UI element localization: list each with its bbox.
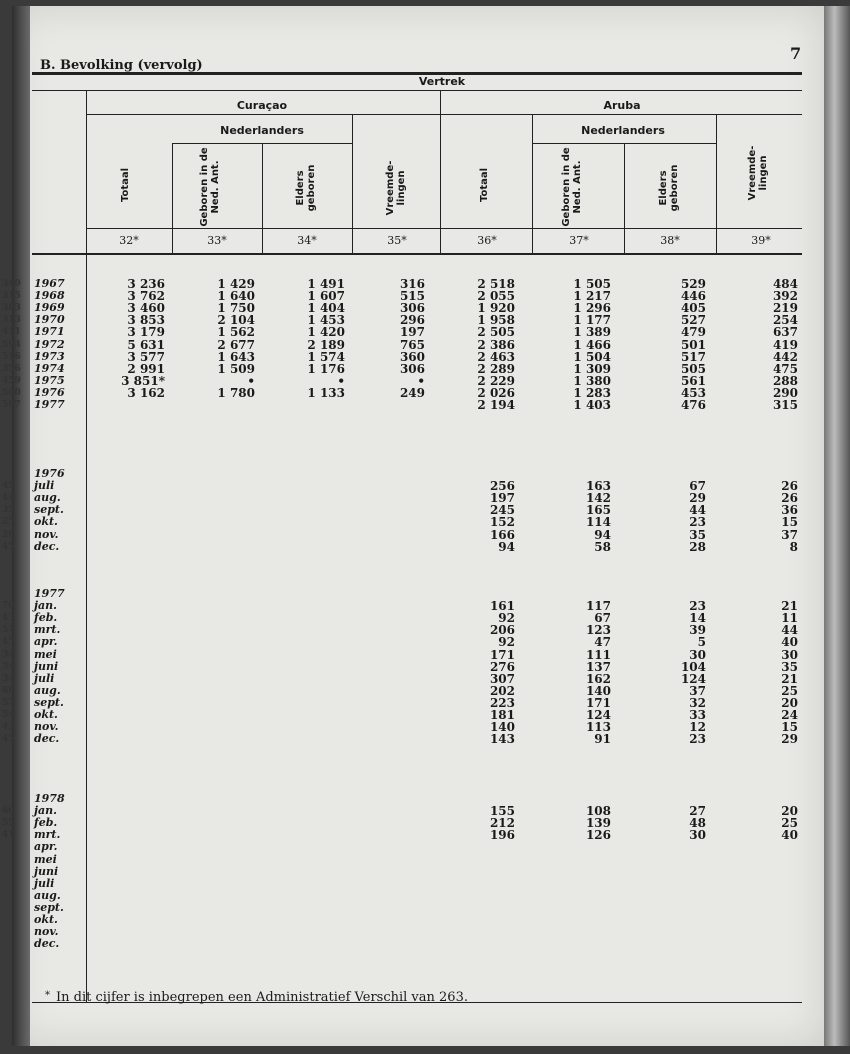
stub-label: 1969 (34, 301, 65, 315)
table-cell: 3 236 (127, 277, 165, 291)
stub-label: 1978 (34, 792, 65, 805)
stub-label: juli (34, 876, 55, 890)
table-cell: 219 (772, 301, 798, 316)
table-cell: 44 (781, 623, 798, 638)
table-cell: 453 (680, 385, 706, 400)
table-cell: 296 (399, 313, 425, 328)
margin-number: 54 (2, 710, 15, 720)
stub-label: apr. (34, 840, 58, 854)
table-cell: 1 958 (477, 313, 515, 328)
margin-number: 34 (2, 661, 15, 672)
stub-label: mei (34, 647, 57, 661)
stub-label: 1973 (34, 349, 65, 363)
table-cell: 1 217 (573, 289, 611, 304)
stub-label: okt. (34, 913, 58, 926)
margin-number: 57 (2, 697, 15, 708)
table-cell: 1 309 (573, 361, 611, 376)
table-cell: 196 (489, 828, 515, 843)
table-cell: 2 189 (307, 337, 345, 352)
header-aruba: Aruba (603, 99, 641, 112)
table-cell: 113 (585, 720, 611, 735)
table-cell: 152 (489, 515, 515, 530)
stub-label: jan. (34, 599, 57, 613)
table-cell: 1 562 (217, 325, 255, 340)
table-cell: 26 (781, 491, 798, 506)
footnote-marker: * (45, 990, 50, 1001)
table-cell: 1 133 (307, 385, 345, 400)
island-divider (440, 90, 441, 253)
table-cell: 3 179 (127, 325, 165, 340)
header-bottom-rule (32, 253, 802, 255)
header-vertrek: Vertrek (418, 75, 466, 88)
stub-label: mrt. (34, 623, 61, 637)
table-cell: 1 750 (217, 301, 255, 316)
margin-number: 45 (2, 637, 15, 648)
table-cell: 14 (689, 611, 706, 626)
margin-number: 55 (2, 818, 15, 829)
colnum-32: 32* (119, 234, 139, 247)
table-cell: 24 (781, 708, 798, 722)
table-cell: 276 (489, 659, 515, 674)
stub-label: juli (34, 671, 55, 685)
stub-label: aug. (34, 491, 61, 505)
col-divider-33 (172, 143, 173, 253)
table-cell: 1 380 (573, 373, 611, 388)
table-cell: 48 (689, 816, 706, 831)
table-cell: 2 991 (127, 361, 165, 376)
table-cell: 1 389 (573, 325, 611, 340)
table-cell: 197 (489, 491, 515, 506)
table-cell: 15 (781, 720, 798, 735)
table-cell: 171 (585, 695, 611, 710)
stub-label: nov. (34, 527, 59, 541)
table-cell: 5 631 (127, 337, 165, 352)
table-cell: 181 (489, 708, 515, 722)
stub-label: apr. (34, 635, 58, 649)
table-cell: 2 194 (477, 398, 515, 412)
margin-number: 70 (2, 601, 15, 612)
table-cell: 197 (399, 325, 425, 340)
table-cell: 360 (399, 349, 425, 364)
stub-label: juni (34, 864, 59, 878)
stub-label: 1971 (34, 325, 65, 339)
margin-number: 45 (2, 541, 15, 552)
table-cell: 91 (594, 732, 611, 747)
stub-label: 1974 (34, 361, 65, 375)
table-cell: 35 (781, 659, 798, 674)
table-cell: 140 (585, 683, 611, 698)
table-cell: 527 (680, 313, 706, 328)
margin-number: 43 (2, 722, 15, 733)
table-cell: 23 (689, 599, 706, 614)
col-divider-34 (262, 143, 263, 253)
stub-label: dec. (34, 937, 60, 951)
margin-number: 35 (2, 505, 15, 516)
stub-label: 1972 (34, 337, 65, 351)
table-cell: 1 607 (307, 289, 345, 304)
table-cell: 1 640 (217, 289, 255, 304)
table-cell: 2 463 (477, 349, 515, 364)
table-cell: 123 (585, 623, 611, 638)
table-cell: 32 (689, 695, 706, 710)
table-cell: 47 (594, 635, 611, 650)
table-cell: 20 (781, 804, 798, 819)
table-cell: • (417, 373, 425, 388)
margin-number: 41 (2, 830, 15, 841)
table-cell: 245 (489, 503, 515, 518)
table-cell: 117 (585, 599, 611, 614)
colnum-34: 34* (297, 234, 317, 247)
document-page (2, 6, 824, 1046)
footnote-text: In dit cijfer is inbegrepen een Administratief Verschil van 263. (56, 990, 468, 1005)
table-cell: 30 (689, 647, 706, 662)
table-cell: 1 296 (573, 301, 611, 316)
table-cell: 1 643 (217, 349, 255, 364)
table-cell: 1 505 (573, 277, 611, 291)
table-cell: 111 (585, 647, 611, 662)
table-cell: 2 229 (477, 373, 515, 388)
table-cell: 1 780 (217, 385, 255, 400)
table-cell: 25 (781, 683, 798, 698)
table-cell: 2 104 (217, 313, 255, 328)
margin-number: 34 (2, 673, 15, 684)
table-cell: 3 762 (127, 289, 165, 304)
table-cell: 23 (689, 515, 706, 530)
stub-label: 1977 (34, 587, 65, 600)
table-cell: 28 (689, 539, 706, 554)
table-cell: 36 (781, 503, 798, 518)
colhead-elders-aruba: Elders geboren (658, 164, 680, 212)
table-cell: 124 (585, 708, 611, 722)
margin-number: 500 (2, 387, 21, 398)
table-cell: 35 (689, 527, 706, 542)
table-cell: 39 (689, 623, 706, 638)
table-cell: 163 (585, 479, 611, 494)
stub-label: juli (34, 479, 55, 493)
table-cell: 223 (489, 695, 515, 710)
table-cell: 290 (772, 385, 798, 400)
table-cell: 21 (781, 671, 798, 686)
table-cell: 405 (680, 301, 706, 316)
table-cell: 40 (781, 828, 798, 843)
table-cell: 1 574 (307, 349, 345, 364)
table-cell: 765 (399, 337, 425, 352)
stub-label: sept. (34, 695, 64, 709)
table-cell: 11 (781, 611, 798, 626)
margin-number: 26 (2, 529, 15, 540)
table-cell: 479 (680, 325, 706, 340)
stub-label: 1976 (34, 467, 65, 480)
margin-number: 383 (2, 303, 21, 314)
table-cell: 94 (498, 539, 515, 554)
stub-label: sept. (34, 900, 64, 914)
table-cell: 2 505 (477, 325, 515, 340)
stub-label: feb. (34, 611, 58, 625)
table-cell: 475 (772, 361, 798, 376)
table-cell: 114 (585, 515, 611, 530)
colhead-geboren-aruba: Geboren in de Ned. Ant. (561, 147, 583, 227)
colnum-38: 38* (660, 234, 680, 247)
stub-label: dec. (34, 732, 60, 746)
stub-label: nov. (34, 925, 59, 939)
table-cell: 162 (585, 671, 611, 686)
margin-number: 597 (2, 400, 21, 410)
stub-label: sept. (34, 503, 64, 517)
table-cell: 1 491 (307, 277, 345, 291)
table-cell: 165 (585, 503, 611, 518)
margin-number: 356 (2, 363, 21, 374)
page-number: 7 (790, 44, 802, 63)
table-cell: 505 (680, 361, 706, 376)
table-cell: 316 (399, 277, 425, 291)
stub-label: feb. (34, 816, 58, 830)
table-cell: 2 677 (217, 337, 255, 352)
header-rule-4 (86, 228, 802, 229)
stub-label: dec. (34, 539, 60, 553)
table-cell: 3 851* (121, 373, 165, 388)
col-divider-38 (624, 143, 625, 253)
colhead-totaal-aruba: Totaal (479, 167, 490, 203)
table-cell: 2 386 (477, 337, 515, 352)
margin-number: 60 (2, 806, 15, 817)
table-cell: 1 404 (307, 301, 345, 316)
margin-number: 25 (2, 517, 15, 528)
table-cell: 166 (489, 527, 515, 542)
table-cell: 44 (689, 503, 706, 518)
header-curacao: Curaçao (236, 99, 288, 112)
stub-label: juni (34, 659, 59, 673)
table-cell: 94 (594, 527, 611, 542)
table-cell: 306 (399, 301, 425, 316)
stub-label: 1975 (34, 373, 65, 387)
table-cell: 515 (399, 289, 425, 304)
table-cell: 2 289 (477, 361, 515, 376)
table-cell: 1 177 (573, 313, 611, 328)
table-cell: 212 (489, 816, 515, 831)
table-cell: 206 (489, 623, 515, 638)
table-cell: 58 (594, 539, 611, 554)
table-cell: 29 (689, 491, 706, 506)
stub-label: 1967 (34, 277, 65, 290)
table-cell: 1 420 (307, 325, 345, 340)
col-divider-37 (532, 114, 533, 253)
header-nederlanders-aruba: Nederlanders (581, 124, 665, 137)
table-cell: 21 (781, 599, 798, 614)
table-cell: 307 (489, 671, 515, 686)
table-cell: 5 (697, 635, 706, 650)
stub-label: mrt. (34, 828, 61, 842)
table-cell: 1 466 (573, 337, 611, 352)
table-cell: 161 (489, 599, 515, 614)
table-cell: 446 (680, 289, 706, 304)
table-cell: 3 853 (127, 313, 165, 328)
table-cell: 3 162 (127, 385, 165, 400)
table-cell: 26 (781, 479, 798, 494)
table-cell: 2 026 (477, 385, 515, 400)
col-divider-35 (352, 114, 353, 253)
table-cell: 1 504 (573, 349, 611, 364)
colhead-geboren-curacao: Geboren in de Ned. Ant. (199, 147, 221, 227)
colnum-39: 39* (751, 234, 771, 247)
table-cell: 142 (585, 491, 611, 506)
table-cell: 137 (585, 659, 611, 674)
table-cell: 249 (399, 385, 425, 400)
table-cell: 20 (781, 695, 798, 710)
colhead-totaal-curacao: Totaal (120, 167, 131, 203)
stub-label: okt. (34, 708, 58, 721)
margin-number: 594 (2, 339, 21, 350)
table-cell: 3 460 (127, 301, 165, 316)
table-cell: 30 (781, 647, 798, 662)
table-cell: 306 (399, 361, 425, 376)
header-rule-2 (86, 114, 802, 115)
table-cell: 1 403 (573, 398, 611, 412)
table-cell: • (247, 373, 255, 388)
table-cell: 3 577 (127, 349, 165, 364)
stub-divider (86, 90, 87, 1002)
table-cell: 637 (772, 325, 798, 340)
colhead-elders-curacao: Elders geboren (295, 164, 317, 212)
table-cell: 254 (772, 313, 798, 328)
colnum-33: 33* (207, 234, 227, 247)
stub-label: nov. (34, 720, 59, 734)
colnum-37: 37* (569, 234, 589, 247)
table-cell: 1 920 (477, 301, 515, 316)
page-edge (824, 6, 850, 1046)
table-cell: 1 176 (307, 361, 345, 376)
margin-number: 459 (2, 375, 21, 386)
colnum-35: 35* (387, 234, 407, 247)
colhead-vreemdelingen-curacao: Vreemde-lingen (385, 160, 407, 216)
table-cell: 155 (489, 804, 515, 819)
margin-number: 340 (2, 279, 21, 289)
table-cell: 124 (680, 671, 706, 686)
stub-label: 1970 (34, 313, 65, 327)
table-cell: 202 (489, 683, 515, 698)
table-cell: • (337, 373, 345, 388)
margin-number: 516 (2, 351, 21, 362)
table-cell: 1 429 (217, 277, 255, 291)
stub-label: jan. (34, 804, 57, 818)
stub-label: 1977 (34, 398, 65, 411)
table-cell: 419 (772, 337, 798, 352)
header-nederlanders-curacao: Nederlanders (220, 124, 304, 137)
margin-number: 45 (2, 481, 15, 492)
table-cell: 108 (585, 804, 611, 819)
table-cell: 143 (489, 732, 515, 747)
stub-label: okt. (34, 515, 58, 529)
table-cell: 104 (680, 659, 706, 674)
table-cell: 2 055 (477, 289, 515, 304)
table-cell: 15 (781, 515, 798, 530)
margin-number: 34 (2, 649, 15, 660)
table-cell: 1 283 (573, 385, 611, 400)
table-cell: 92 (498, 611, 515, 626)
table-cell: 25 (781, 816, 798, 831)
table-cell: 126 (585, 828, 611, 843)
table-cell: 529 (680, 277, 706, 291)
margin-number: 57 (2, 625, 15, 636)
table-cell: 315 (772, 398, 798, 412)
table-cell: 33 (689, 708, 706, 722)
col-divider-39 (716, 114, 717, 253)
table-cell: 92 (498, 635, 515, 650)
stub-label: aug. (34, 888, 61, 902)
table-cell: 2 518 (477, 277, 515, 291)
table-cell: 256 (489, 479, 515, 494)
table-cell: 288 (772, 373, 798, 388)
table-cell: 29 (781, 732, 798, 747)
table-cell: 12 (689, 720, 706, 735)
table-cell: 442 (772, 349, 798, 364)
table-cell: 30 (689, 828, 706, 843)
table-cell: 23 (689, 732, 706, 747)
margin-number: 68 (2, 685, 15, 696)
section-heading: B. Bevolking (vervolg) (40, 58, 203, 73)
table-cell: 8 (789, 539, 798, 554)
table-cell: 37 (781, 527, 798, 542)
book-gutter (12, 6, 30, 1046)
table-cell: 1 453 (307, 313, 345, 328)
table-cell: 561 (680, 373, 706, 388)
table-cell: 517 (680, 349, 706, 364)
table-cell: 392 (772, 289, 798, 304)
table-cell: 484 (772, 277, 798, 291)
table-cell: 1 509 (217, 361, 255, 376)
margin-number: 411 (2, 327, 21, 338)
table-cell: 40 (781, 635, 798, 650)
table-cell: 67 (689, 479, 706, 494)
margin-number: 44 (2, 493, 15, 504)
margin-number: 43 (2, 613, 15, 624)
table-cell: 139 (585, 816, 611, 831)
stub-label: aug. (34, 683, 61, 697)
colhead-vreemdelingen-aruba: Vreemde-lingen (747, 145, 769, 201)
stub-label: 1976 (34, 385, 65, 399)
table-cell: 27 (689, 804, 706, 819)
stub-label: mei (34, 852, 57, 866)
stub-label: 1968 (34, 289, 65, 303)
table-cell: 476 (680, 398, 706, 412)
margin-number: 313 (2, 315, 21, 326)
header-rule-1 (32, 90, 802, 91)
margin-number: 45 (2, 734, 15, 745)
table-cell: 140 (489, 720, 515, 735)
table-cell: 501 (680, 337, 706, 352)
colnum-36: 36* (477, 234, 497, 247)
table-cell: 37 (689, 683, 706, 698)
table-cell: 67 (594, 611, 611, 626)
margin-number: 315 (2, 291, 21, 302)
table-cell: 171 (489, 647, 515, 662)
